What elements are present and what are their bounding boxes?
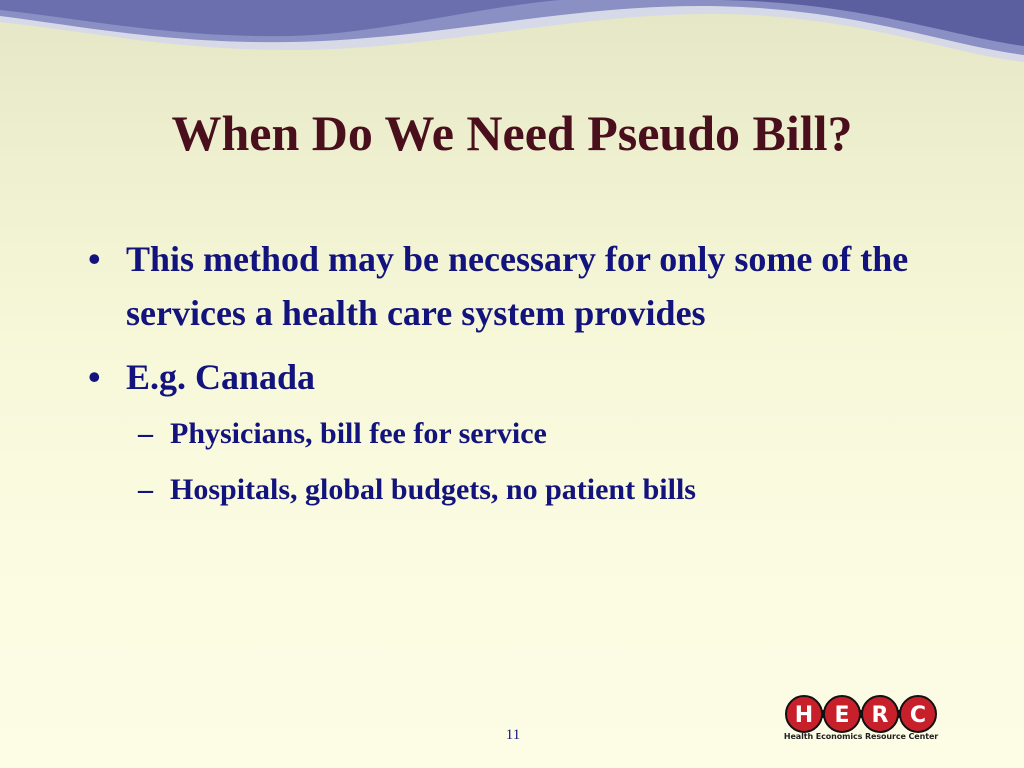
logo-letter-c: C [909, 703, 927, 728]
logo-letter-e: E [834, 703, 850, 728]
herc-logo [780, 694, 942, 746]
sub-bullet-text: Hospitals, global budgets, no patient bills [170, 473, 696, 506]
sub-bullet-text: Physicians, bill fee for service [170, 417, 547, 450]
bullet-marker: • [88, 239, 101, 279]
bullet-item [88, 232, 948, 340]
bullet-marker: • [88, 357, 101, 397]
bullet-text: This method may be necessary for only some of the services a health care system provides [126, 239, 909, 333]
page-number: 11 [505, 727, 521, 743]
top-wave-decoration [0, 0, 1024, 110]
logo-letter-h: H [794, 703, 814, 728]
bullet-item [88, 350, 948, 404]
sub-bullet-item [88, 470, 948, 510]
sub-bullet-marker: – [138, 473, 153, 506]
sub-bullet-item [88, 414, 948, 454]
sub-bullet-marker: – [138, 417, 153, 450]
slide-title: When Do We Need Pseudo Bill? [171, 105, 853, 161]
bullet-text: E.g. Canada [126, 357, 316, 397]
logo-letter-r: R [871, 703, 889, 728]
slide-content [88, 232, 948, 526]
logo-caption: Health Economics Resource Center [783, 732, 939, 741]
herc-logo-mark [784, 694, 940, 734]
